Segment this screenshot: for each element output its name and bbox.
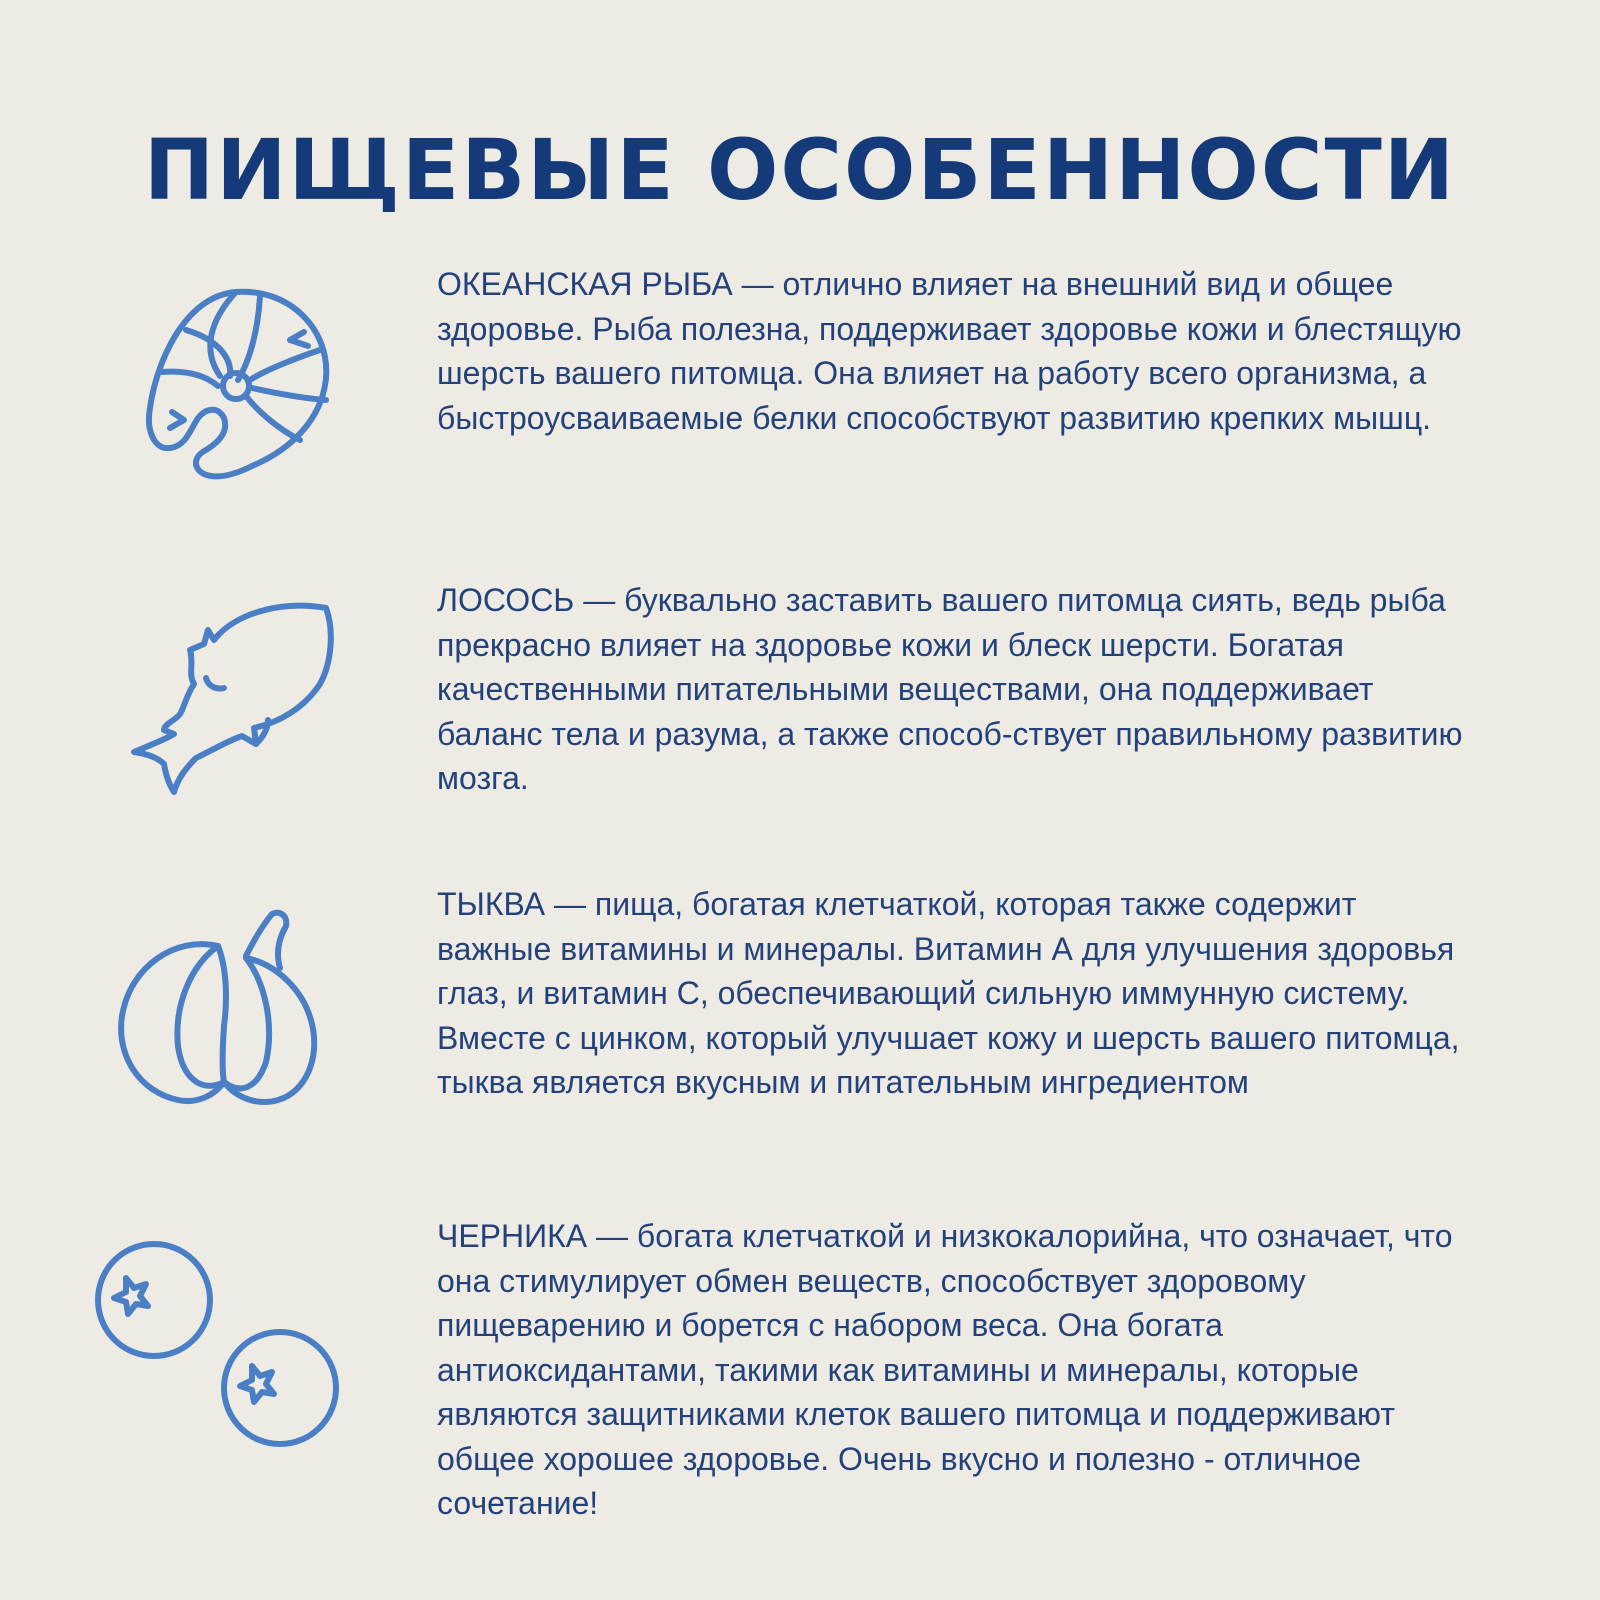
pumpkin-icon	[116, 906, 326, 1116]
salmon-steak-icon	[140, 280, 340, 490]
ingredient-salmon-text: ЛОСОСЬ — буквально заставить вашего питомца сиять, ведь рыба прекрасно влияет на здоровье кожи и блеск шерсти. Богатая качественными питательными веществами, она поддерживает баланс тела и разума, а также способ-ствует правильному развитию мозга.	[437, 582, 1463, 796]
blueberries-icon	[94, 1240, 344, 1450]
ingredient-ocean-fish-text: ОКЕАНСКАЯ РЫБА — отлично влияет на внешний вид и общее здоровье. Рыба полезна, поддерживает здоровье кожи и блестящую шерсть вашего питомца. Она влияет на работу всего организма, а быстроусваиваемые белки способствуют развитию крепких мышц.	[437, 266, 1462, 436]
page-title: ПИЩЕВЫЕ ОСОБЕННОСТИ	[143, 121, 1457, 219]
ingredient-blueberry-text: ЧЕРНИКА — богата клетчаткой и низкокалорийна, что означает, что она стимулирует обмен веществ, способствует здоровому пищеварению и борется с набором веса. Она богата антиоксидантами, такими как витамины и минералы, которые являются защитниками клеток вашего питомца и поддерживают общее хорошее здоровье. Очень вкусно и полезно - отличное сочетание!	[437, 1218, 1453, 1521]
fish-icon	[130, 600, 340, 800]
ingredient-pumpkin-text: ТЫКВА — пища, богатая клетчаткой, которая также содержит важные витамины и минералы. Витамин А для улучшения здоровья глаз, и витамин С, обеспечивающий сильную иммунную систему. Вместе с цинком, который улучшает кожу и шерсть вашего питомца, тыква является вкусным и питательным ингредиентом	[437, 886, 1460, 1100]
